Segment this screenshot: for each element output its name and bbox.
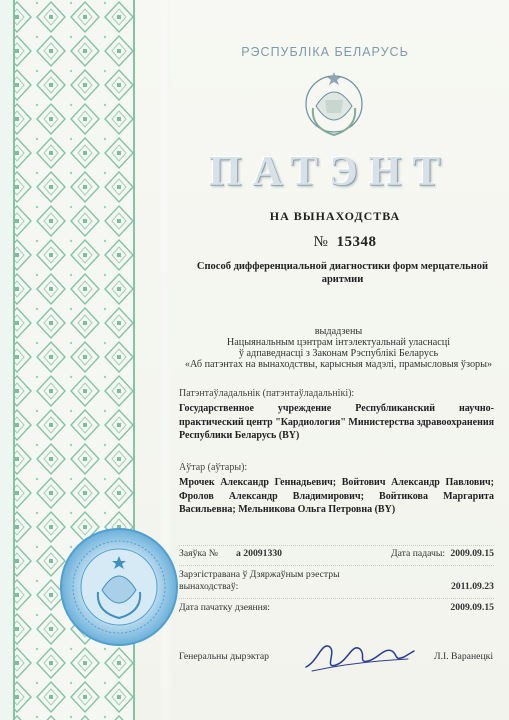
registered-label: Зарэгістравана ў Дзяржаўным рэестры вынаходстваў: bbox=[179, 569, 340, 592]
director-label: Генеральны дырэктар bbox=[179, 651, 269, 662]
validity-label: Дата пачатку дзеяння: bbox=[179, 602, 270, 613]
patent-number-value: 15348 bbox=[336, 234, 377, 250]
issued-by-line-2: ў адпаведнасці з Законам Рэспублікі Беларусь bbox=[238, 348, 439, 359]
application-label: Заяўка № bbox=[179, 548, 218, 559]
patent-number bbox=[270, 234, 420, 251]
country-title: РЭСПУБЛІКА БЕЛАРУСЬ bbox=[241, 45, 409, 59]
divider bbox=[179, 545, 494, 546]
authors-list: Мрочек Александр Геннадьевич; Войтович Александр Павлович; Фролов Александр Владимирович; Войтикова Маргарита Васильевна; Мельникова Ольга Петровна (BY) bbox=[179, 477, 494, 515]
issued-statement bbox=[181, 326, 496, 370]
signature-icon bbox=[300, 631, 418, 677]
director-name: Л.І. Варанецкі bbox=[434, 651, 494, 662]
application-row bbox=[179, 548, 494, 559]
number-mark: № bbox=[313, 234, 329, 250]
registered-date: 2011.09.23 bbox=[450, 581, 494, 592]
holder-label: Патэнтаўладальнік (патэнтаўладальнікі): bbox=[179, 388, 355, 399]
divider bbox=[179, 565, 494, 566]
holder-name: Государственное учреждение Республиканский научно-практический центр "Кардиология" Министерства здравоохранения Республики Беларусь (BY) bbox=[179, 403, 494, 441]
issued-by-line-3: «Аб патэнтах на вынаходствы, карысныя мадэлі, прамысловыя ўзоры» bbox=[184, 359, 493, 370]
invention-name: Способ дифференциальной диагностики форм мерцательной аритмии bbox=[196, 261, 489, 285]
filing-date: 2009.09.15 bbox=[450, 548, 494, 559]
author-label: Аўтар (аўтары): bbox=[179, 462, 248, 473]
emblem-belarus-icon bbox=[301, 68, 367, 140]
issued-by-line-1: Нацыянальным цэнтрам інтэлектуальнай уласнасці bbox=[226, 337, 451, 348]
issued-intro: выдадзены bbox=[314, 326, 363, 337]
application-number: a 20091330 bbox=[236, 548, 283, 559]
divider bbox=[179, 598, 494, 599]
validity-row bbox=[179, 602, 494, 613]
seal-icon bbox=[58, 526, 180, 648]
filing-date-label: Дата падачы: bbox=[391, 548, 446, 559]
validity-date: 2009.09.15 bbox=[450, 602, 494, 613]
patent-title: ПАТЭНТ bbox=[208, 149, 452, 195]
patent-subtitle: НА ВЫНАХОДСТВА bbox=[269, 209, 401, 223]
